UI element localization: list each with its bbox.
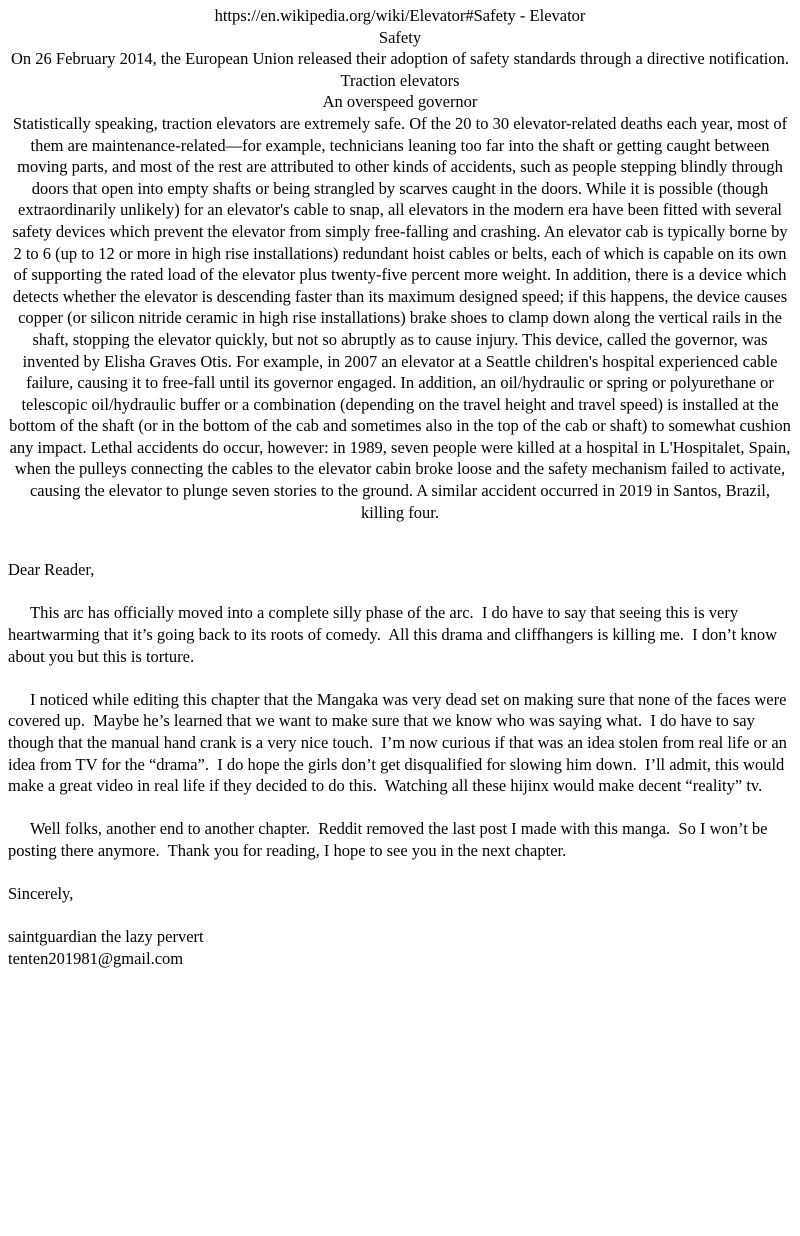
letter-salutation: Dear Reader, [8, 560, 95, 580]
signature-email: tenten201981@gmail.com [8, 948, 184, 968]
letter-paragraph: This arc has officially moved into a complete silly phase of the arc. I do have to say that seeing this is very heartwarming that it’s going back to its roots of comedy. All this drama and cliffhangers is killing me. I don’t know about you but this is torture. [8, 603, 782, 666]
signature-name: saintguardian the lazy pervert [8, 927, 204, 947]
letter-paragraph: I noticed while editing this chapter that the Mangaka was very dead set on making sure that none of the faces were covered up. Maybe he’s learned that we want to make sure that we know who was saying what. I do have to say though that the manual hand crank is a very nice touch. I’m now curious if that was an idea stolen from real life or an idea from TV for the “drama”. I do hope the girls don’t get disqualified for slowing him down. I’ll admit, this would make a great video in real life if they decided to do this. Watching all these hijinx would make decent “reality” tv. [8, 689, 792, 796]
subheading-overspeed-governor: An overspeed governor [322, 92, 478, 112]
safety-intro-text: On 26 February 2014, the European Union released their adoption of safety standards through a directive notification. [10, 49, 790, 69]
editor-letter-section [8, 559, 792, 969]
signature-block [8, 926, 792, 969]
letter-closing: Sincerely, [8, 884, 74, 904]
letter-paragraph: Well folks, another end to another chapter. Reddit removed the last post I made with this manga. So I won’t be posting there anymore. Thank you for reading, I hope to see you in the next chapter. [8, 819, 772, 860]
safety-body-paragraph: Statistically speaking, traction elevators are extremely safe. Of the 20 to 30 elevator-related deaths each year, most of them are maintenance-related—for example, technicians leaning too far into the shaft or getting caught between moving parts, and most of the rest are attributed to other kinds of accidents, such as people stepping blindly through doors that open into empty shafts or being strangled by scarves caught in the doors. While it is possible (though extraordinarily unlikely) for an elevator's cable to snap, all elevators in the modern era have been fitted with several safety devices which prevent the elevator from simply free-falling and crashing. An elevator cab is typically borne by 2 to 6 (up to 12 or more in high rise installations) redundant hoist cables or belts, each of which is capable on its own of supporting the rated load of the elevator plus twenty-five percent more weight. In addition, there is a device which detects whether the elevator is descending faster than its maximum designed speed; if this happens, the device causes copper (or silicon nitride ceramic in high rise installations) brake shoes to clamp down along the vertical rails in the shaft, stopping the elevator quickly, but not so abruptly as to cause injury. This device, called the governor, was invented by Elisha Graves Otis. For example, in 2007 an elevator at a Seattle children's hospital experienced cable failure, causing it to free-fall until its governor engaged. In addition, an oil/hydraulic or spring or polyurethane or telescopic oil/hydraulic buffer or a combination (depending on the travel height and travel speed) is installed at the bottom of the shaft (or in the bottom of the cab and sometimes also in the top of the cab or shaft) to somewhat cushion any impact. Lethal accidents do occur, however: in 1989, seven people were killed at a hospital in L'Hospitalet, Spain, when the pulleys connecting the cables to the elevator cabin broke loose and the safety mechanism failed to activate, causing the elevator to plunge seven stories to the ground. A similar accident occurred in 2019 in Santos, Brazil, killing four. [9, 113, 795, 522]
section-heading-safety: Safety [378, 27, 422, 47]
subheading-traction-elevators: Traction elevators [340, 70, 460, 90]
source-url-line: https://en.wikipedia.org/wiki/Elevator#Safety - Elevator [214, 6, 586, 25]
wikipedia-excerpt-section [8, 5, 795, 523]
